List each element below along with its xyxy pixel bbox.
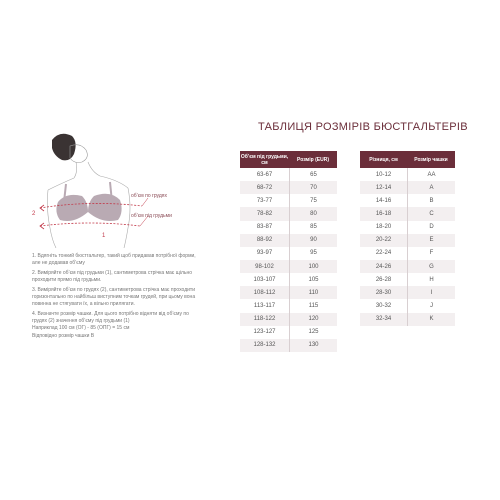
cup-table-row <box>360 194 455 207</box>
band-table-cell: 68-72 <box>240 181 289 194</box>
band-size-table <box>240 151 337 352</box>
cup-table-row <box>360 260 455 273</box>
band-table-cell: 70 <box>289 181 337 194</box>
cup-table-cell: 28-30 <box>360 286 407 299</box>
band-table-cell: 73-77 <box>256 197 273 204</box>
torso-right-outline <box>124 188 130 248</box>
band-table-row <box>240 207 337 220</box>
band-table-row <box>240 339 337 352</box>
band-table-row <box>240 247 337 260</box>
cup-table-cell: D <box>407 221 455 234</box>
cup-table-row <box>360 299 455 312</box>
band-table-row <box>240 299 337 312</box>
band-table-cell: 113-117 <box>253 302 276 309</box>
cup-table-cell: 32-34 <box>360 313 407 326</box>
instruction-result: Відповідно розмір чашки B <box>32 332 95 339</box>
woman-torso-illustration <box>30 128 180 248</box>
band-table-cell: 115 <box>289 299 337 312</box>
band-table-row <box>240 313 337 326</box>
underbust-measure-line <box>40 223 140 226</box>
cup-table-row <box>360 181 455 194</box>
band-table-cell: 103-107 <box>253 276 276 283</box>
right-shoulder-line <box>88 162 128 188</box>
bust-leader-line <box>142 198 148 206</box>
instruction-step-4: 4. Визначте розмір чашки. Для цього потрібно відняти від об’єму по грудях (2) значення об’єму під грудьми (1) <box>32 311 189 324</box>
band-table-cell: 85 <box>289 221 337 234</box>
band-table-cell: 128-132 <box>240 339 289 352</box>
band-table-cell: 78-82 <box>240 207 289 220</box>
cup-table-cell: H <box>407 273 455 286</box>
band-header-size: Розмір (EUR) <box>289 151 337 168</box>
band-table-cell: 65 <box>289 168 337 181</box>
band-table-cell: 105 <box>289 273 337 286</box>
cup-table-cell: K <box>407 313 455 326</box>
band-table-cell: 130 <box>289 339 337 352</box>
cup-table-cell: E <box>407 234 455 247</box>
band-table-cell: 63-67 <box>256 171 273 178</box>
band-table-cell: 75 <box>289 194 337 207</box>
cup-header-size: Розмір чашки <box>407 151 455 168</box>
cup-table-cell: C <box>407 207 455 220</box>
torso-left-outline <box>47 190 56 248</box>
band-table-row <box>240 194 337 207</box>
cup-size-table <box>360 151 455 326</box>
cup-table-cell: AA <box>407 168 455 181</box>
band-table-cell: 120 <box>289 313 337 326</box>
bust-label: об’єм по грудях <box>131 193 168 199</box>
band-table-cell: 95 <box>289 247 337 260</box>
cup-table-row <box>360 234 455 247</box>
band-table-row <box>240 273 337 286</box>
band-table-row <box>240 181 337 194</box>
band-table-cell: 108-112 <box>240 286 289 299</box>
right-cup <box>88 194 122 221</box>
cup-table-cell: J <box>407 299 455 312</box>
cup-table-header <box>360 151 455 168</box>
band-table-cell: 100 <box>289 260 337 273</box>
marker-2: 2 <box>32 211 36 217</box>
band-table-cell: 110 <box>289 286 337 299</box>
cup-table-row <box>360 207 455 220</box>
marker-1: 1 <box>102 233 106 239</box>
band-table-cell: 90 <box>289 234 337 247</box>
band-table-cell: 123-127 <box>253 329 276 336</box>
cup-table-row <box>360 168 455 181</box>
band-table-cell: 88-92 <box>240 234 289 247</box>
cup-table-cell: 16-18 <box>360 207 407 220</box>
bra-measurement-figure <box>30 128 180 248</box>
left-shoulder-line <box>48 162 77 190</box>
band-table-row <box>240 286 337 299</box>
cup-table-cell: 26-28 <box>375 276 392 283</box>
instruction-step-2: 2. Виміряйте об’єм під грудьми (1), сантиметрова стрічка має щільно проходити прямо під грудьми. <box>32 270 193 283</box>
instruction-step-3: 3. Виміряйте об’єм по грудях (2), сантиметрова стрічка має проходити горизонтально по найбільш виступним точкам грудей, при цьому вона повинна не стягувати їх, а вільно прилягати. <box>32 287 196 307</box>
band-table-row <box>240 168 337 181</box>
band-table-cell: 125 <box>289 326 337 339</box>
band-header-measure: Об’єм під грудьми, см <box>240 151 289 168</box>
band-table-row <box>240 260 337 273</box>
cup-table-cell: 24-26 <box>360 260 407 273</box>
band-table-row <box>240 326 337 339</box>
cup-table-row <box>360 247 455 260</box>
page-title: ТАБЛИЦЯ РОЗМІРІВ БЮСТГАЛЬТЕРІВ <box>258 121 468 133</box>
cup-table-cell: 20-22 <box>360 234 407 247</box>
cup-table-cell: B <box>407 194 455 207</box>
cup-table-cell: 10-12 <box>375 171 392 178</box>
cup-table-cell: G <box>407 260 455 273</box>
cup-header-difference: Різниця, см <box>360 151 407 168</box>
cup-table-cell: A <box>407 181 455 194</box>
cup-table-row <box>360 286 455 299</box>
cup-table-cell: 12-14 <box>360 181 407 194</box>
band-table-cell: 93-97 <box>256 250 273 257</box>
band-table-header <box>240 151 337 168</box>
band-table-row <box>240 221 337 234</box>
cup-table-row <box>360 221 455 234</box>
left-cup <box>56 195 88 221</box>
band-table-cell: 98-102 <box>240 260 289 273</box>
instruction-step-1: 1. Вдягніть тонкий бюстгальтер, такий щоб придавав потрібної форми, але не додавав об’єму <box>32 253 196 266</box>
cup-table-row <box>360 313 455 326</box>
band-table-cell: 118-122 <box>240 313 289 326</box>
band-table-row <box>240 234 337 247</box>
cup-table-cell: 14-16 <box>375 197 392 204</box>
hair-shape <box>52 134 76 161</box>
cup-table-cell: 30-32 <box>375 302 392 309</box>
band-table-cell: 83-87 <box>256 224 273 231</box>
underbust-label: об’єм під грудьми <box>131 213 172 219</box>
band-table-cell: 80 <box>289 207 337 220</box>
cup-table-cell: I <box>407 286 455 299</box>
instruction-example: Наприклад 100 см (ОГ) - 85 (ОПГ) = 15 см <box>32 325 130 332</box>
cup-table-row <box>360 273 455 286</box>
measurement-instructions <box>32 253 197 344</box>
cup-table-cell: F <box>407 247 455 260</box>
cup-table-cell: 18-20 <box>375 224 392 231</box>
cup-table-cell: 22-24 <box>375 250 392 257</box>
